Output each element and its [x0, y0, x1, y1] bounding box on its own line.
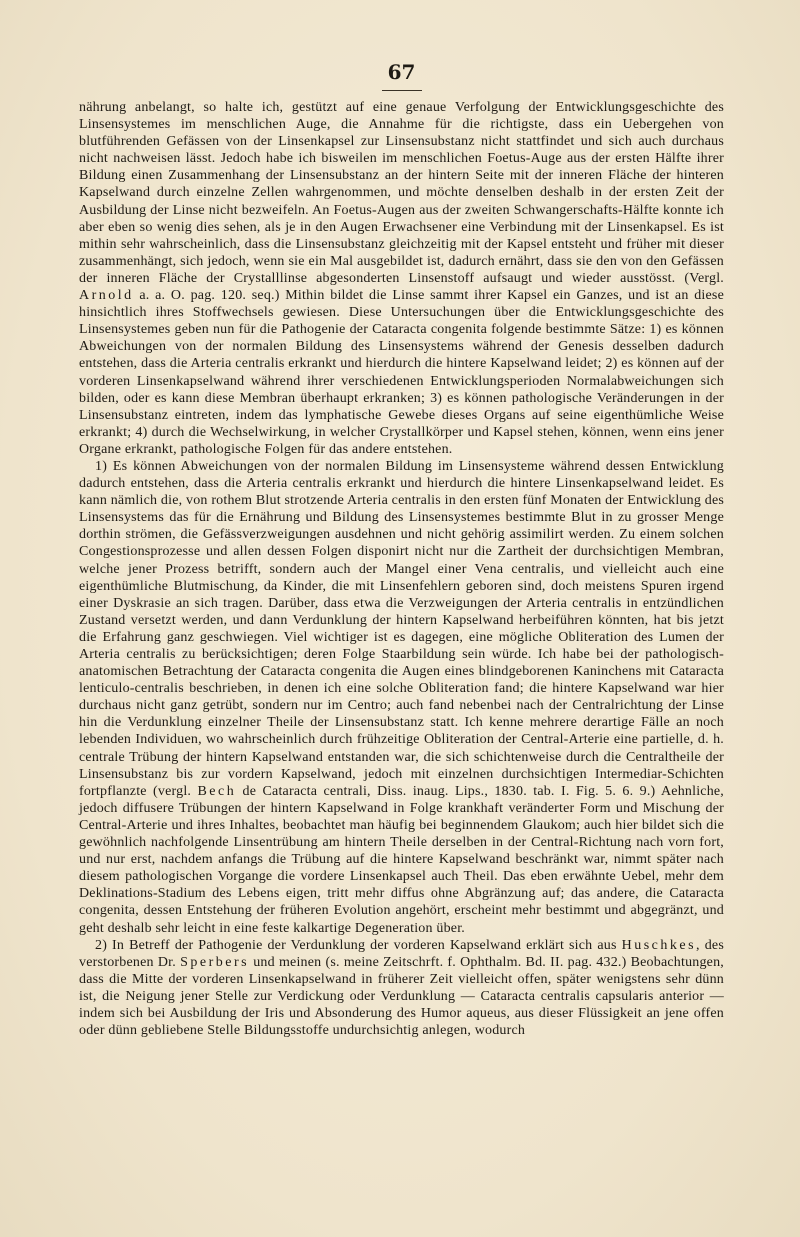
author-name: Huschkes [621, 937, 697, 953]
paragraph-text: und meinen (s. meine Zeitschrft. f. Ophthalm. Bd. II. pag. 432.) Beobachtungen, dass die Mitte der vorderen Linsenkapselwand in früherer Zeit vielleicht offen, später wenigstens sehr dünn ist, die Neigung jener Stelle zur Verdickung oder Verdunklung — Cataracta centralis capsularis anterior — indem sich bei Ausbildung der Iris und Absonderung des Humor aqueus, aus dieser Flüssigkeit an jene offen oder dünn gebliebene Stelle Bildungsstoffe undurchsichtig anlegen, wodurch [79, 954, 724, 1039]
author-name: Bech [197, 783, 237, 799]
paragraph [79, 458, 724, 937]
page-number: 67 [387, 60, 416, 84]
paragraph-text: nährung anbelangt, so halte ich, gestützt auf eine genaue Verfolgung der Entwicklungsgeschichte des Linsensystemes im menschlichen Auge, die Annahme für die richtigste, dass ein Uebergehen von blutführenden Gefässen von der Linsenkapsel zur Linsensubstanz nicht stattfindet und sich auch durchaus nicht nachweisen lässt. Jedoch habe ich bisweilen im menschlichen Foetus-Auge aus der ersten Hälfte ihrer Bildung einen Zusammenhang der Linsensubstanz an der hintern Seite mit der inneren Fläche der hinteren Kapselwand durch einzelne Zellen wahrgenommen, und möchte denselben deshalb in der ersten Zeit der Ausbildung der Linse nicht bezweifeln. An Foetus-Augen aus der zweiten Schwangerschafts-Hälfte konnte ich aber eben so wenig dies sehen, als je in den Augen Erwachsener eine Verbindung mit der Linsenkapsel. Es ist mithin sehr wahrscheinlich, dass die Linsensubstanz gleichzeitig mit der Kapsel entsteht und früher mit dieser zusammenhängt, sich jedoch, wenn sie ein Mal ausgebildet ist, dadurch ernährt, dass sie den von den Gefässen der inneren Fläche der Crystalllinse abgesonderten Linsenstoff aufsaugt und wieder ausstösst. (Vergl. [79, 100, 724, 286]
paragraph [79, 99, 724, 458]
paragraph-text: , des verstorbenen Dr. [79, 937, 724, 970]
header-rule [382, 90, 422, 91]
paragraph-text: 2) In Betreff der Pathogenie der Verdunklung der vorderen Kapselwand erklärt sich aus [95, 937, 622, 953]
author-name: Sperbers [180, 954, 250, 970]
author-name: Arnold [79, 288, 134, 304]
paragraph [79, 937, 724, 1040]
paragraph-text: de Cataracta centrali, Diss. inaug. Lips., 1830. tab. I. Fig. 5. 6. 9.) Aehnliche, jedoch diffusere Trübungen der hintern Kapselwand in Folge krankhaft veränderter Form und Mischung der Central-Arterie und ihres Inhaltes, beobachtet man häufig bei beginnendem Glaukom; auch hier bildet sich die gewöhnlich nachfolgende Linsentrübung am hintern Theile derselben in der Central-Richtung nach vorn fort, und nur erst, nachdem anfangs die Trübung auf die hintere Kapselwand beschränkt war, nimmt später nach diesem pathologischen Vorgange die vordere Linsenkapsel auch Theil. Das eben erwähnte Uebel, mehr dem Deklinations-Stadium des Lebens eigen, tritt mehr diffus ohne Abgränzung auf; das andere, die Cataracta congenita, dessen Entstehung der früheren Evolution angehört, erscheint mehr bestimmt und abgegränzt, und geht deshalb sehr leicht in eine feste kalkartige Degeneration über. [79, 783, 725, 936]
body-text [79, 99, 724, 1039]
paragraph-text: a. a. O. pag. 120. seq.) Mithin bildet die Linse sammt ihrer Kapsel ein Ganzes, und ist an diese hinsichtlich ihres Stoffwechsels gewiesen. Diese Untersuchungen über die Entwicklungsgeschichte des Linsensystemes geben nun für die Pathogenie der Cataracta congenita folgende bestimmte Sätze: 1) es können Abweichungen von der normalen Bildung des Linsensystems während der Genesis desselben dadurch entstehen, dass die Arteria centralis erkrankt und hierdurch die hintere Kapselwand leidet; 2) es können auf der vorderen Linsenkapselwand während ihrer verschiedenen Entwicklungsperioden Normalabweichungen sich bilden, oder es kann diese Membran überhaupt erkranken; 3) es können pathologische Veränderungen in der Linsensubstanz eintreten, indem das lymphatische Gewebe dieses Organs auf seine eigenthümliche Weise erkrankt; 4) durch die Wechselwirkung, in welcher Crystallkörper und Kapsel stehen, können, wenn eins jener Organe erkrankt, pathologische Folgen für das andere entstehen. [79, 288, 724, 457]
paragraph-text: 1) Es können Abweichungen von der normalen Bildung im Linsensysteme während dessen Entwicklung dadurch entstehen, dass die Arteria centralis erkrankt und hierdurch die hintere Linsenkapselwand leidet. Es kann nämlich die, von rothem Blut strotzende Arteria centralis in den ersten fünf Monaten der Entwicklung des Linsensystems das für die Ernährung und Bildung des Linsensystemes bestimmte Blut in zu grosser Menge dorthin strömen, die Gefässverzweigungen ausdehnen und nicht gehörig assimilirt werden. Zu einem solchen Congestionsprozesse und allen dessen Folgen disponirt nicht nur die Zartheit der durchsichtigen Membran, welche jener Prozess betrifft, sondern auch der Mangel einer Vena centralis, und vielleicht auch eine eigenthümliche Blutmischung, da Kinder, die mit Linsenfehlern geboren sind, doch meistens Spuren irgend einer Dyskrasie an sich tragen. Darüber, dass etwa die Verzweigungen der Arteria centralis in entzündlichen Zustand versetzt werden, und dann Verdunklung der hintern Kapselwand herbeiführen könnten, hat bis jetzt die Erfahrung ganz geschwiegen. Viel wichtiger ist es dagegen, eine mögliche Obliteration des Lumen der Arteria centralis zu berücksichtigen; deren Folge Staarbildung sein würde. Ich habe bei der pathologisch-anatomischen Betrachtung der Cataracta congenita die Augen eines blindgeborenen Kaninchens mit Cataracta lenticulo-centralis beschrieben, in denen ich eine solche Obliteration fand; die hintere Kapselwand war hier durchaus nicht ganz getrübt, sondern nur im Centro; auch fand nebenbei nach der Centralrichtung der Linse hin die Verdunklung einzelner Theile der Linsensubstanz statt. Ich kenne mehrere derartige Fälle an noch lebenden Individuen, wo wahrscheinlich durch frühzeitige Obliteration der Central-Arterie eine partielle, d. h. centrale Trübung der hintern Kapselwand entstanden war, die sich schichtenweise durch die Centraltheile der Linsensubstanz bis zur vordern Kapselwand, jedoch mit einzelnen durchsichtigen Intermediar-Schichten fortpflanzte (vergl. [79, 458, 725, 799]
